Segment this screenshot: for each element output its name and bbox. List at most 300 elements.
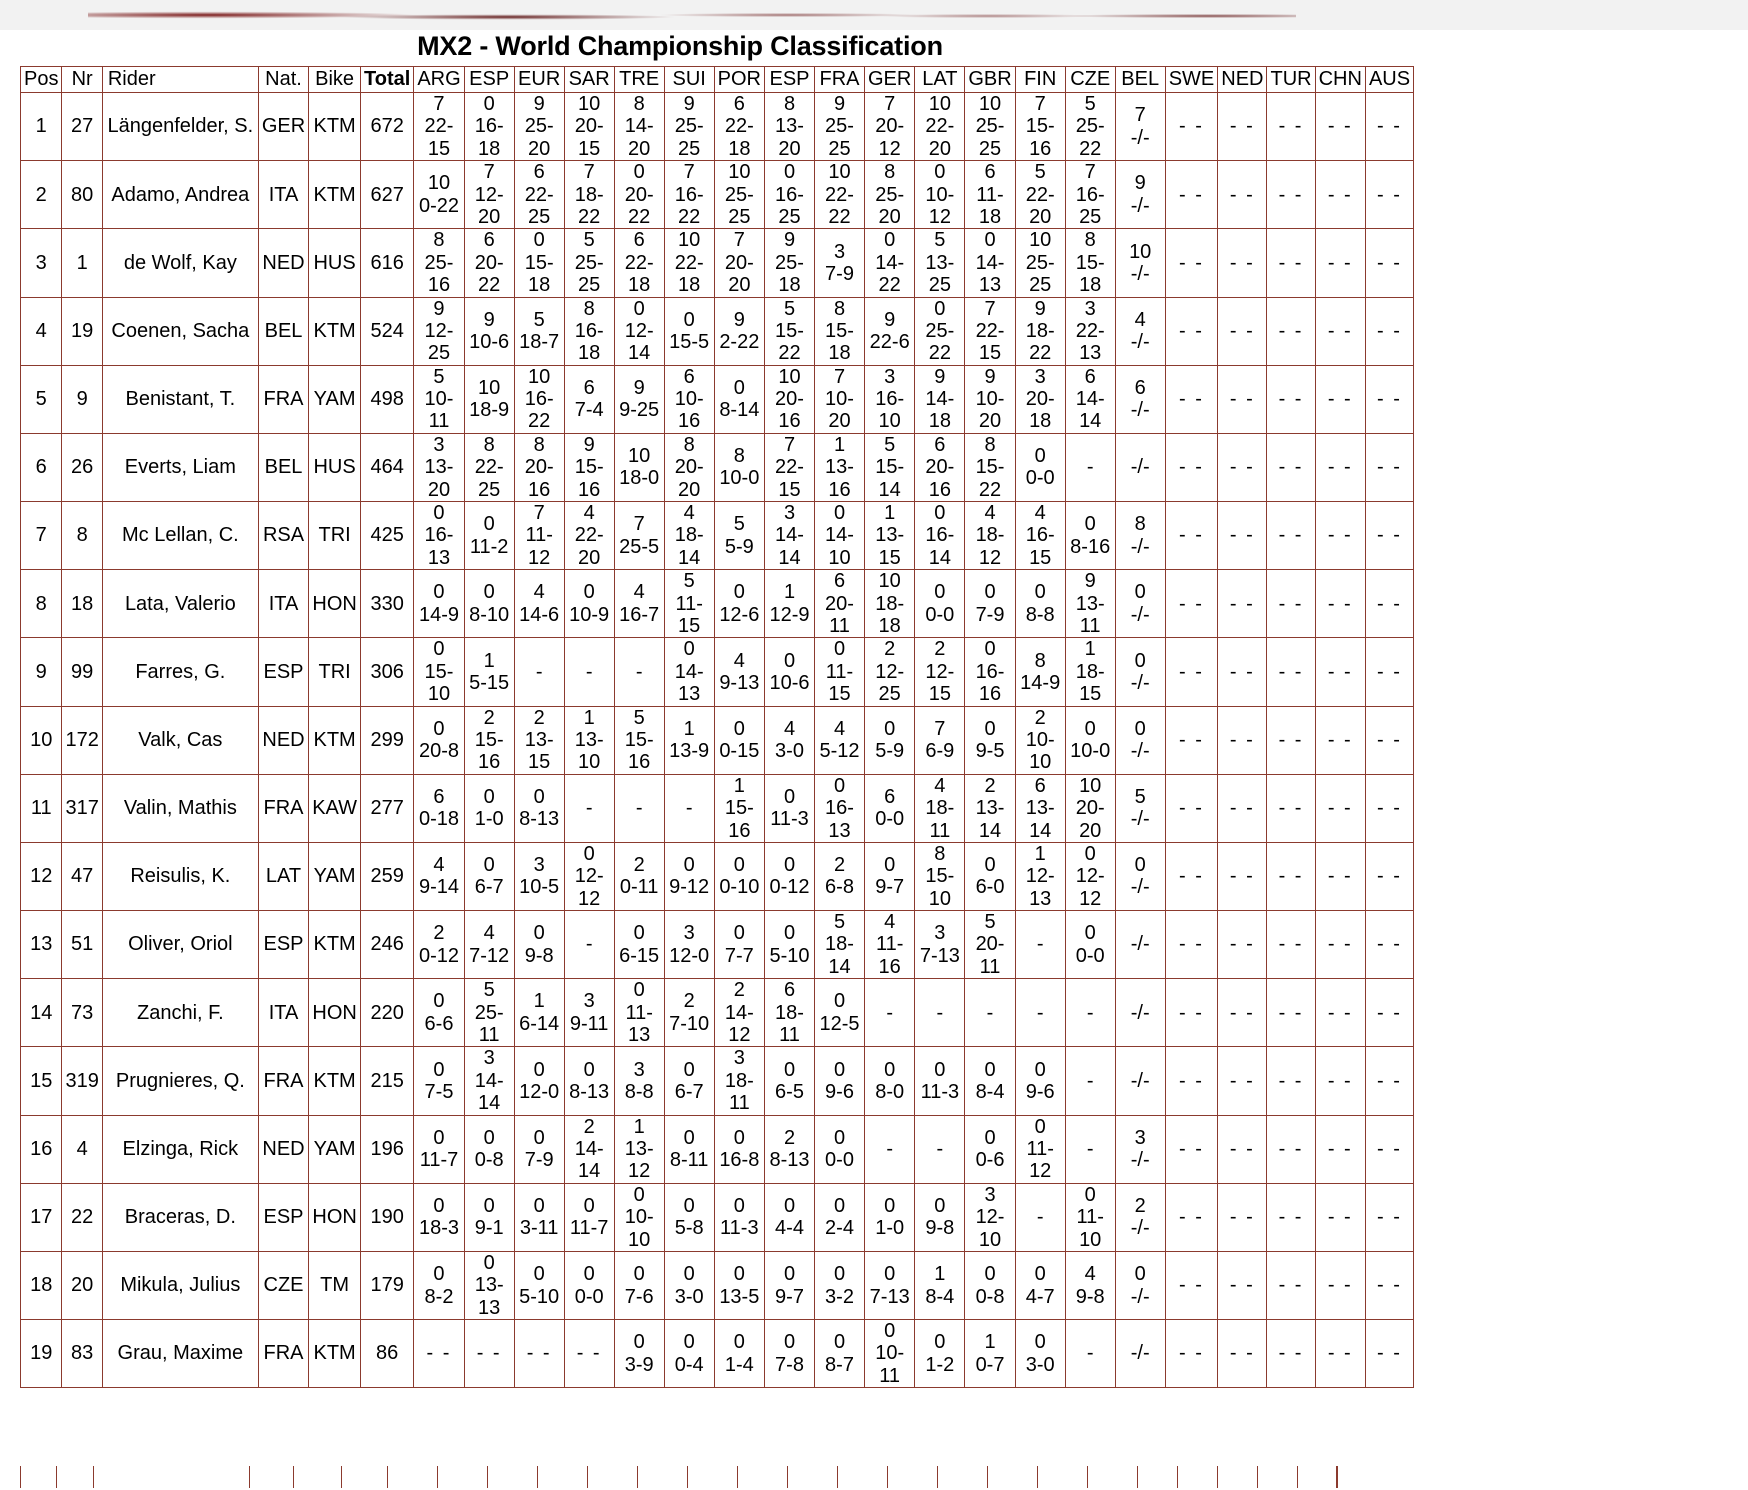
table-row[interactable]	[21, 570, 1414, 638]
race-points: - -	[576, 1342, 602, 1365]
race-points: 22-22	[825, 183, 854, 228]
round-cell	[818, 298, 861, 365]
race-points: - -	[1327, 1001, 1353, 1024]
race-points: 20-16	[775, 388, 804, 433]
qualifying-points: 0	[984, 229, 996, 252]
round-cell	[868, 1059, 911, 1104]
qualifying-points: 0	[833, 774, 846, 797]
row-nationality: FRA	[258, 1320, 308, 1388]
qualifying-points: 8	[833, 297, 846, 320]
row-round-result	[815, 774, 865, 842]
race-points: 13-15	[875, 524, 905, 569]
row-round-result	[1218, 93, 1267, 161]
qualifying-points: 0	[533, 1126, 545, 1149]
row-round-result	[1315, 979, 1365, 1047]
row-round-result	[1218, 842, 1267, 910]
qualifying-points: 8	[433, 229, 445, 252]
qualifying-points: 0	[433, 1194, 445, 1217]
round-cell	[918, 922, 961, 967]
qualifying-points: 5	[1084, 93, 1096, 115]
table-row[interactable]	[21, 229, 1414, 297]
race-points: -	[1036, 1001, 1044, 1024]
round-cell	[568, 661, 611, 683]
qualifying-points: 0	[1134, 649, 1146, 672]
row-round-result	[1267, 570, 1315, 638]
row-round-result	[464, 842, 514, 910]
race-points: 25-25	[825, 115, 854, 160]
qualifying-points: 3	[533, 854, 545, 877]
round-cell	[518, 502, 561, 569]
race-points: 11-3	[920, 1080, 960, 1103]
qualifying-points: 0	[633, 1183, 645, 1206]
round-cell	[1019, 93, 1062, 160]
row-round-result	[414, 1251, 464, 1319]
qualifying-points: 0	[633, 922, 645, 945]
column-header-round-cze-13[interactable]: CZE	[1065, 67, 1115, 93]
column-header-round-tur-17[interactable]: TUR	[1267, 67, 1315, 93]
row-round-result	[1165, 229, 1218, 297]
column-header-bike[interactable]: Bike	[309, 67, 361, 93]
race-points: 11-7	[419, 1149, 459, 1172]
race-points: -	[936, 1001, 944, 1024]
row-round-result	[1218, 1115, 1267, 1183]
row-round-result	[664, 1115, 714, 1183]
row-round-result	[1315, 842, 1365, 910]
round-cell	[1319, 252, 1362, 274]
table-row[interactable]	[21, 433, 1414, 501]
row-round-result	[1365, 1115, 1413, 1183]
row-round-result	[765, 1251, 815, 1319]
qualifying-points: 0	[1134, 581, 1146, 604]
row-number: 8	[62, 502, 102, 570]
row-round-result	[1115, 706, 1165, 774]
row-round-result	[965, 502, 1015, 570]
row-round-result	[1115, 911, 1165, 979]
column-header-round-fra-8[interactable]: FRA	[815, 67, 865, 93]
round-cell	[1270, 865, 1311, 887]
row-round-result	[464, 365, 514, 433]
table-footer-strip	[20, 1466, 1337, 1488]
table-row[interactable]	[21, 706, 1414, 774]
row-round-result	[514, 1320, 564, 1388]
row-round-result	[664, 774, 714, 842]
race-points: 0-0	[875, 808, 905, 831]
qualifying-points: 6	[433, 785, 445, 808]
race-points: 11-16	[875, 933, 904, 978]
race-points: - -	[1229, 1137, 1255, 1160]
qualifying-points: 0	[483, 785, 495, 808]
row-round-result	[815, 433, 865, 501]
column-header-round-fin-12[interactable]: FIN	[1015, 67, 1065, 93]
row-round-result	[1165, 911, 1218, 979]
row-bike-brand: KTM	[309, 911, 361, 979]
column-header-round-por-6[interactable]: POR	[714, 67, 764, 93]
row-round-result	[765, 1115, 815, 1183]
race-points: 8-2	[424, 1285, 454, 1308]
race-points: - -	[1327, 728, 1353, 751]
round-cell	[818, 161, 861, 228]
row-round-result	[915, 1183, 965, 1251]
round-cell	[668, 922, 711, 967]
row-position: 13	[21, 911, 62, 979]
column-header-round-lat-10[interactable]: LAT	[915, 67, 965, 93]
column-header-round-esp-1[interactable]: ESP	[464, 67, 514, 93]
qualifying-points: 0	[683, 638, 695, 661]
race-points: 7-9	[975, 603, 1005, 626]
column-header-round-ger-9[interactable]: GER	[865, 67, 915, 93]
column-header-round-swe-15[interactable]: SWE	[1165, 67, 1218, 93]
row-round-result	[714, 1251, 764, 1319]
round-cell	[818, 502, 861, 569]
qualifying-points: 0	[884, 229, 896, 252]
row-round-result	[714, 1047, 764, 1115]
table-row[interactable]	[21, 1115, 1414, 1183]
row-round-result	[815, 1183, 865, 1251]
column-header-round-gbr-11[interactable]: GBR	[965, 67, 1015, 93]
race-points: 7-9	[825, 262, 854, 285]
qualifying-points: 0	[783, 1058, 796, 1081]
column-header-rider[interactable]: Rider	[102, 67, 258, 93]
qualifying-points: 0	[583, 1263, 595, 1286]
table-row[interactable]	[21, 297, 1414, 365]
column-header-nr[interactable]: Nr	[62, 67, 102, 93]
row-round-result	[765, 365, 815, 433]
row-number: 317	[62, 774, 102, 842]
round-cell	[968, 1331, 1011, 1376]
round-cell	[918, 1331, 961, 1376]
qualifying-points: 3	[934, 922, 946, 945]
race-points: 12-14	[624, 319, 654, 365]
row-round-result	[1218, 979, 1267, 1047]
row-rider-name: Mikula, Julius	[102, 1251, 258, 1319]
qualifying-points: 1	[884, 502, 896, 525]
race-points: -/-	[1130, 194, 1150, 217]
row-number: 18	[62, 570, 102, 638]
race-points: - -	[1229, 524, 1255, 547]
row-round-result	[1267, 229, 1315, 297]
race-points: 14-14	[574, 1137, 604, 1183]
row-round-result	[464, 502, 514, 570]
round-cell	[1069, 1002, 1112, 1024]
qualifying-points: 0	[833, 1058, 846, 1081]
row-round-result	[414, 638, 464, 706]
race-points: 0-7	[975, 1353, 1005, 1376]
row-rider-name: Lata, Valerio	[102, 570, 258, 638]
round-cell	[918, 161, 961, 228]
qualifying-points: 7	[884, 93, 896, 115]
qualifying-points: 0	[633, 979, 645, 1002]
table-row[interactable]	[21, 842, 1414, 910]
race-points: 13-11	[1075, 592, 1105, 637]
row-round-result	[414, 979, 464, 1047]
round-cell	[868, 366, 911, 433]
race-points: 9-1	[474, 1217, 504, 1240]
table-row[interactable]	[21, 1251, 1414, 1319]
round-cell	[868, 1195, 911, 1240]
race-points: 13-20	[775, 115, 804, 160]
column-header-round-sui-5[interactable]: SUI	[664, 67, 714, 93]
round-cell	[417, 434, 460, 501]
row-round-result	[1315, 161, 1365, 229]
row-round-result	[664, 638, 714, 706]
table-row[interactable]	[21, 638, 1414, 706]
table-row[interactable]	[21, 911, 1414, 979]
race-points: 1-4	[724, 1353, 754, 1376]
row-number: 83	[62, 1320, 102, 1388]
race-points: 7-9	[524, 1149, 554, 1172]
round-cell	[968, 298, 1011, 365]
round-cell	[417, 854, 460, 899]
qualifying-points: 0	[833, 638, 846, 661]
row-round-result	[1315, 229, 1365, 297]
row-round-result	[1218, 1251, 1267, 1319]
round-cell	[1319, 184, 1362, 206]
race-points: 10-20	[825, 388, 854, 433]
race-points: 0-0	[1025, 467, 1055, 490]
row-round-result	[564, 297, 614, 365]
race-points: - -	[1278, 1206, 1304, 1229]
round-cell	[417, 1059, 460, 1104]
qualifying-points: 0	[483, 1251, 495, 1274]
round-cell	[618, 1331, 661, 1376]
round-cell	[1019, 843, 1062, 910]
row-round-result	[1115, 365, 1165, 433]
race-points: -/-	[1130, 1217, 1150, 1240]
race-points: - -	[1229, 933, 1255, 956]
qualifying-points: 9	[533, 93, 545, 115]
race-points: - -	[1179, 183, 1204, 206]
column-header-round-ned-16[interactable]: NED	[1218, 67, 1267, 93]
row-rider-name: Elzinga, Rick	[102, 1115, 258, 1183]
row-nationality: ITA	[258, 161, 308, 229]
qualifying-points: 5	[1034, 161, 1046, 184]
qualifying-points: 0	[934, 581, 946, 604]
race-points: 22-25	[524, 183, 554, 228]
table-row[interactable]	[21, 1183, 1414, 1251]
row-round-result	[1015, 1320, 1065, 1388]
qualifying-points: 6	[833, 570, 846, 593]
qualifying-points: 0	[934, 1058, 946, 1081]
table-row[interactable]	[21, 774, 1414, 842]
race-points: - -	[1179, 388, 1204, 411]
round-cell	[718, 979, 761, 1046]
qualifying-points: 7	[833, 365, 846, 388]
row-round-result	[1015, 161, 1065, 229]
qualifying-points: 9	[483, 308, 495, 331]
qualifying-points: 6	[483, 229, 495, 252]
race-points: - -	[1278, 1001, 1304, 1024]
qualifying-points: 0	[1034, 581, 1046, 604]
column-header-round-chn-18[interactable]: CHN	[1315, 67, 1365, 93]
race-points: - -	[1229, 115, 1255, 138]
round-cell	[768, 298, 811, 365]
race-points: -/-	[1130, 1342, 1150, 1365]
row-round-result	[1015, 502, 1065, 570]
row-round-result	[664, 706, 714, 774]
qualifying-points: 0	[984, 717, 996, 740]
round-cell	[1221, 524, 1263, 546]
race-points: -/-	[1130, 1001, 1150, 1024]
round-cell	[968, 434, 1011, 501]
qualifying-points: 4	[583, 502, 595, 525]
row-round-result	[865, 502, 915, 570]
round-cell	[1270, 456, 1311, 478]
race-points: 11-3	[770, 808, 809, 831]
round-cell	[968, 161, 1011, 228]
round-cell	[1319, 1342, 1362, 1364]
column-header-round-aus-19[interactable]: AUS	[1365, 67, 1413, 93]
row-number: 9	[62, 365, 102, 433]
row-round-result	[965, 297, 1015, 365]
qualifying-points: 2	[934, 638, 946, 661]
column-header-pos[interactable]: Pos	[21, 67, 62, 93]
race-points: - -	[1327, 933, 1353, 956]
row-bike-brand: HON	[309, 1183, 361, 1251]
round-cell	[1319, 1002, 1362, 1024]
race-points: 16-7	[619, 603, 660, 626]
row-position: 19	[21, 1320, 62, 1388]
row-round-result	[414, 297, 464, 365]
round-cell	[1169, 1342, 1215, 1364]
race-points: 25-16	[424, 251, 454, 297]
race-points: - -	[1327, 251, 1353, 274]
qualifying-points: 0	[433, 990, 445, 1013]
race-points: 0-12	[769, 876, 810, 899]
row-round-result	[714, 911, 764, 979]
race-points: - -	[1377, 183, 1402, 206]
race-points: 7-12	[469, 944, 510, 967]
row-round-result	[414, 93, 464, 161]
race-points: 25-25	[975, 115, 1005, 160]
race-points: -/-	[1130, 535, 1150, 558]
qualifying-points: 0	[1134, 1263, 1146, 1286]
race-points: 9-6	[825, 1080, 854, 1103]
table-row[interactable]	[21, 365, 1414, 433]
round-cell	[918, 434, 961, 501]
row-round-result	[614, 638, 664, 706]
footer-column-divider	[21, 1466, 1338, 1488]
row-round-result	[1267, 1251, 1315, 1319]
row-round-result	[1115, 433, 1165, 501]
table-row[interactable]	[21, 1047, 1414, 1115]
row-nationality: NED	[258, 229, 308, 297]
table-row[interactable]	[21, 161, 1414, 229]
race-points: - -	[1327, 1206, 1353, 1229]
row-round-result	[564, 638, 614, 706]
row-bike-brand: KTM	[309, 706, 361, 774]
row-round-result	[1065, 1320, 1115, 1388]
column-header-round-tre-4[interactable]: TRE	[614, 67, 664, 93]
round-cell	[618, 445, 661, 490]
race-points: - -	[1229, 183, 1255, 206]
round-cell	[1019, 707, 1062, 774]
row-round-result	[464, 1251, 514, 1319]
row-round-result	[915, 1047, 965, 1115]
row-number: 27	[62, 93, 102, 161]
column-header-nat[interactable]: Nat.	[258, 67, 308, 93]
table-row[interactable]	[21, 979, 1414, 1047]
qualifying-points: 2	[733, 979, 745, 1002]
round-cell	[1270, 1070, 1311, 1092]
row-round-result	[1267, 1047, 1315, 1115]
qualifying-points: 7	[683, 161, 695, 184]
column-header-round-bel-14[interactable]: BEL	[1115, 67, 1165, 93]
race-points: - -	[1377, 388, 1402, 411]
row-round-result	[865, 911, 915, 979]
round-cell	[1119, 1342, 1162, 1364]
row-round-result	[815, 229, 865, 297]
row-number: 47	[62, 842, 102, 910]
column-header-round-arg-0[interactable]: ARG	[414, 67, 464, 93]
race-points: 18-22	[1025, 319, 1055, 365]
column-header-round-esp-7[interactable]: ESP	[765, 67, 815, 93]
row-round-result	[1218, 1183, 1267, 1251]
qualifying-points: 5	[483, 979, 495, 1002]
race-points: 5-15	[469, 671, 510, 694]
row-round-result	[915, 365, 965, 433]
row-round-result	[614, 1251, 664, 1319]
qualifying-points: 7	[533, 502, 545, 525]
race-points: 2-22	[719, 331, 760, 354]
column-header-round-eur-2[interactable]: EUR	[514, 67, 564, 93]
qualifying-points: 10	[978, 93, 1002, 115]
row-round-result	[765, 161, 815, 229]
qualifying-points: 0	[633, 1331, 645, 1354]
round-cell	[668, 1127, 711, 1172]
row-round-result	[564, 1251, 614, 1319]
round-cell	[818, 1263, 861, 1308]
race-points: -/-	[1130, 603, 1150, 626]
column-header-total[interactable]: Total	[361, 67, 414, 93]
race-points: 5-12	[819, 740, 860, 763]
round-cell	[1221, 797, 1263, 819]
row-nationality: LAT	[258, 842, 308, 910]
qualifying-points: 4	[733, 649, 745, 672]
round-cell	[868, 229, 911, 296]
race-points: 0-8	[474, 1149, 504, 1172]
round-cell	[818, 93, 861, 160]
race-points: 6-6	[424, 1012, 454, 1035]
qualifying-points: 0	[1134, 854, 1146, 877]
race-points: 6-7	[674, 1080, 704, 1103]
race-points: 22-13	[1075, 319, 1105, 365]
qualifying-points: 6	[733, 93, 745, 115]
table-row[interactable]	[21, 93, 1414, 161]
qualifying-points: 5	[984, 911, 996, 934]
row-round-result	[714, 706, 764, 774]
row-round-result	[815, 93, 865, 161]
table-row[interactable]	[21, 502, 1414, 570]
qualifying-points: 0	[934, 1331, 946, 1354]
race-points: 11-12	[525, 524, 553, 569]
qualifying-points: 0	[533, 1194, 545, 1217]
race-points: - -	[1377, 1342, 1402, 1365]
race-points: - -	[1179, 865, 1204, 888]
row-nationality: ITA	[258, 979, 308, 1047]
table-row[interactable]	[21, 1320, 1414, 1388]
race-points: 18-11	[775, 1001, 804, 1047]
race-points: 11-15	[675, 592, 703, 637]
race-points: - -	[1229, 865, 1255, 888]
row-number: 22	[62, 1183, 102, 1251]
column-header-round-sar-3[interactable]: SAR	[564, 67, 614, 93]
qualifying-points: 0	[683, 1331, 695, 1354]
row-round-result	[1315, 433, 1365, 501]
race-points: 11-7	[569, 1217, 609, 1240]
race-points: 25-25	[724, 183, 754, 228]
round-cell	[818, 1127, 861, 1172]
row-round-result	[1365, 1251, 1413, 1319]
